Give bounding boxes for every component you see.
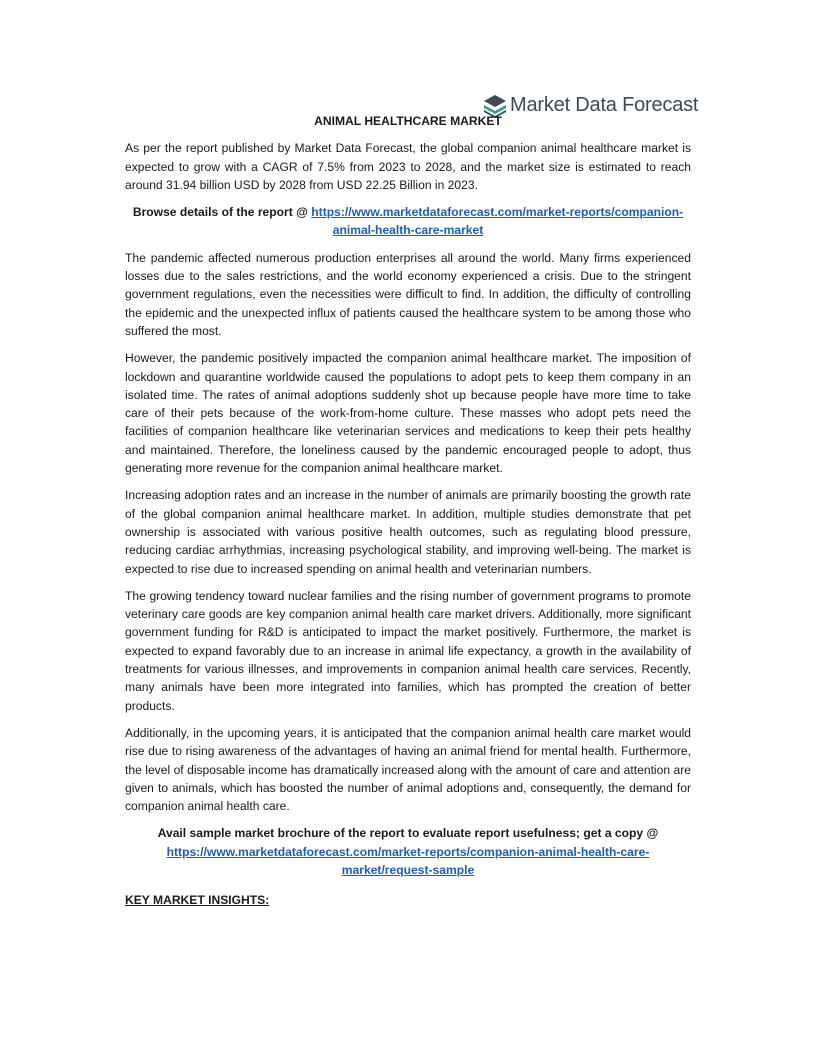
sample-label: Avail sample market brochure of the report to evaluate report usefulness; get a copy @ [157,826,659,841]
paragraph-positive-impact: However, the pandemic positively impacted the companion animal healthcare market. The imposition of lockdown and quarantine worldwide caused the populations to adopt pets to keep them company in an isolated time. The rates of animal adoptions suddenly shot up because people have more time to take care of their pets because of the work-from-home culture. These masses who adopt pets need the facilities of companion healthcare like veterinarian services and medications to keep their pets healthy and maintained. Therefore, the loneliness caused by the pandemic encouraged people to adopt, thus generating more revenue for the companion animal healthcare market. [125,351,691,476]
paragraph-drivers: The growing tendency toward nuclear families and the rising number of government programs to promote veterinary care goods are key companion animal health care market drivers. Additionally, more significant government funding for R&D is anticipated to impact the market positively. Furthermore, the market is expected to expand favorably due to an increase in animal life expectancy, a growth in the availability of treatments for various illnesses, and improvements in companion animal health care services. Recently, many animals have been more integrated into families, which has prompted the creation of better products. [125,588,691,713]
intro-paragraph: As per the report published by Market Data Forecast, the global companion animal healthcare market is expected to grow with a CAGR of 7.5% from 2023 to 2028, and the market size is estimated to reach around 31.94 billion USD by 2028 from USD 22.25 Billion in 2023. [125,141,691,192]
paragraph-pandemic: The pandemic affected numerous production enterprises all around the world. Many firms experienced losses due to the sales restrictions, and the world economy experienced a crisis. Due to the stringent government regulations, even the necessities were difficult to find. In addition, the difficulty of controlling the epidemic and the unexpected influx of patients caused the healthcare system to be among those who suffered the most. [125,250,691,338]
paragraph-awareness: Additionally, in the upcoming years, it is anticipated that the companion animal health care market would rise due to rising awareness of the advantages of having an animal friend for mental health. Furthermore, the level of disposable income has dramatically increased along with the amount of care and attention are given to animals, which has boosted the number of animal adoptions and, consequently, the demand for companion animal health care. [125,725,691,814]
key-insights-heading: KEY MARKET INSIGHTS: [125,893,270,908]
logo-text: Market Data Forecast [510,93,699,116]
sample-line [125,824,691,879]
paragraph-adoption: Increasing adoption rates and an increase in the number of animals are primarily boosting the growth rate of the global companion animal healthcare market. In addition, multiple studies demonstrate that pet ownership is associated with various positive health outcomes, such as regulating blood pressure, reducing cardiac arrhythmias, increasing psychological stability, and improving well-being. The market is expected to rise due to increased spending on animal health and veterinarian numbers. [125,488,691,576]
document-body [125,112,691,910]
browse-label: Browse details of the report @ [132,205,312,220]
sample-link[interactable]: https://www.marketdataforecast.com/market-reports/companion-animal-health-care-market/request-sample [166,844,650,877]
browse-line [125,203,691,240]
report-link[interactable]: https://www.marketdataforecast.com/market-reports/companion-animal-health-care-market [311,205,684,238]
document-title: ANIMAL HEALTHCARE MARKET [314,114,502,128]
